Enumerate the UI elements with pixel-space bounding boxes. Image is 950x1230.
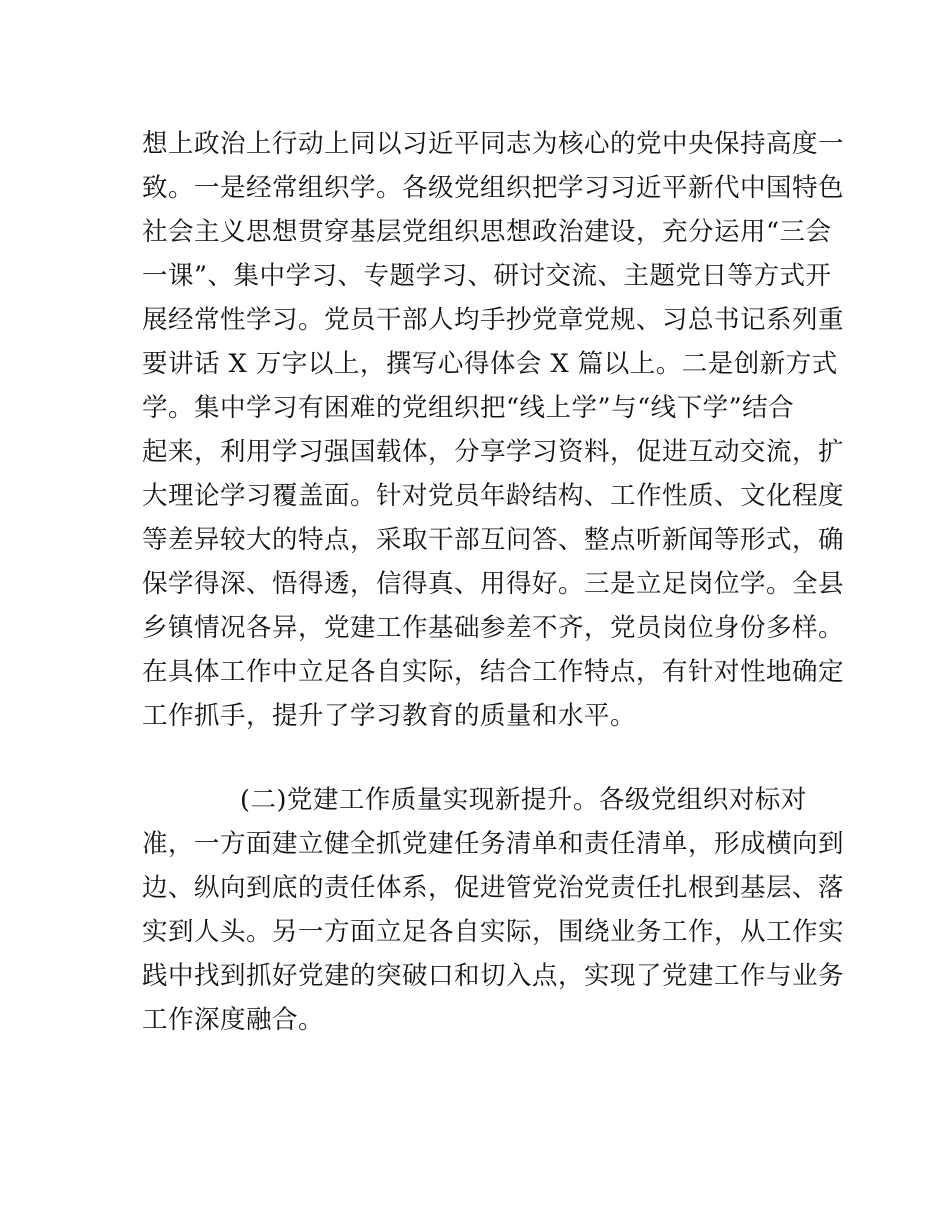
text-line: 一课”、集中学习、专题学习、研讨交流、主题党日等方式开 xyxy=(142,261,832,291)
text-line: 准，一方面建立健全抓党建任务清单和责任清单，形成横向到 xyxy=(142,829,845,859)
text-line: 想上政治上行动上同以习近平同志为核心的党中央保持高度一 xyxy=(142,129,845,159)
text-line: 大理论学习覆盖面。针对党员年龄结构、工作性质、文化程度 xyxy=(142,481,845,511)
text-line: 社会主义思想贯穿基层党组织思想政治建设，充分运用“三会 xyxy=(142,217,832,247)
text-line: 乡镇情况各异，党建工作基础参差不齐，党员岗位身份多样。 xyxy=(142,613,845,643)
text-line: 工作深度融合。 xyxy=(142,1005,325,1035)
text-line: 在具体工作中立足各自实际，结合工作特点，有针对性地确定 xyxy=(142,657,845,687)
text-line: 学。集中学习有困难的党组织把“线上学”与“线下学”结合 xyxy=(142,393,795,423)
text-line: 工作抓手，提升了学习教育的质量和水平。 xyxy=(142,701,637,731)
text-line: 致。一是经常组织学。各级党组织把学习习近平新代中国特色 xyxy=(142,173,845,203)
section-heading-line: (二)党建工作质量实现新提升。各级党组织对标对 xyxy=(240,785,807,815)
text-line: 保学得深、悟得透，信得真、用得好。三是立足岗位学。全县 xyxy=(142,569,845,599)
text-line: 边、纵向到底的责任体系，促进管党治党责任扎根到基层、落 xyxy=(142,873,845,903)
text-line: 起来，利用学习强国载体，分享学习资料，促进互动交流，扩 xyxy=(142,437,845,467)
text-line: 展经常性学习。党员干部人均手抄党章党规、习总书记系列重 xyxy=(142,305,845,335)
text-line: 实到人头。另一方面立足各自实际，围绕业务工作，从工作实 xyxy=(142,917,845,947)
text-line: 等差异较大的特点，采取干部互问答、整点听新闻等形式，确 xyxy=(142,525,845,555)
text-line: 要讲话 X 万字以上，撰写心得体会 X 篇以上。二是创新方式 xyxy=(142,349,838,379)
text-line: 践中找到抓好党建的突破口和切入点，实现了党建工作与业务 xyxy=(142,961,845,991)
